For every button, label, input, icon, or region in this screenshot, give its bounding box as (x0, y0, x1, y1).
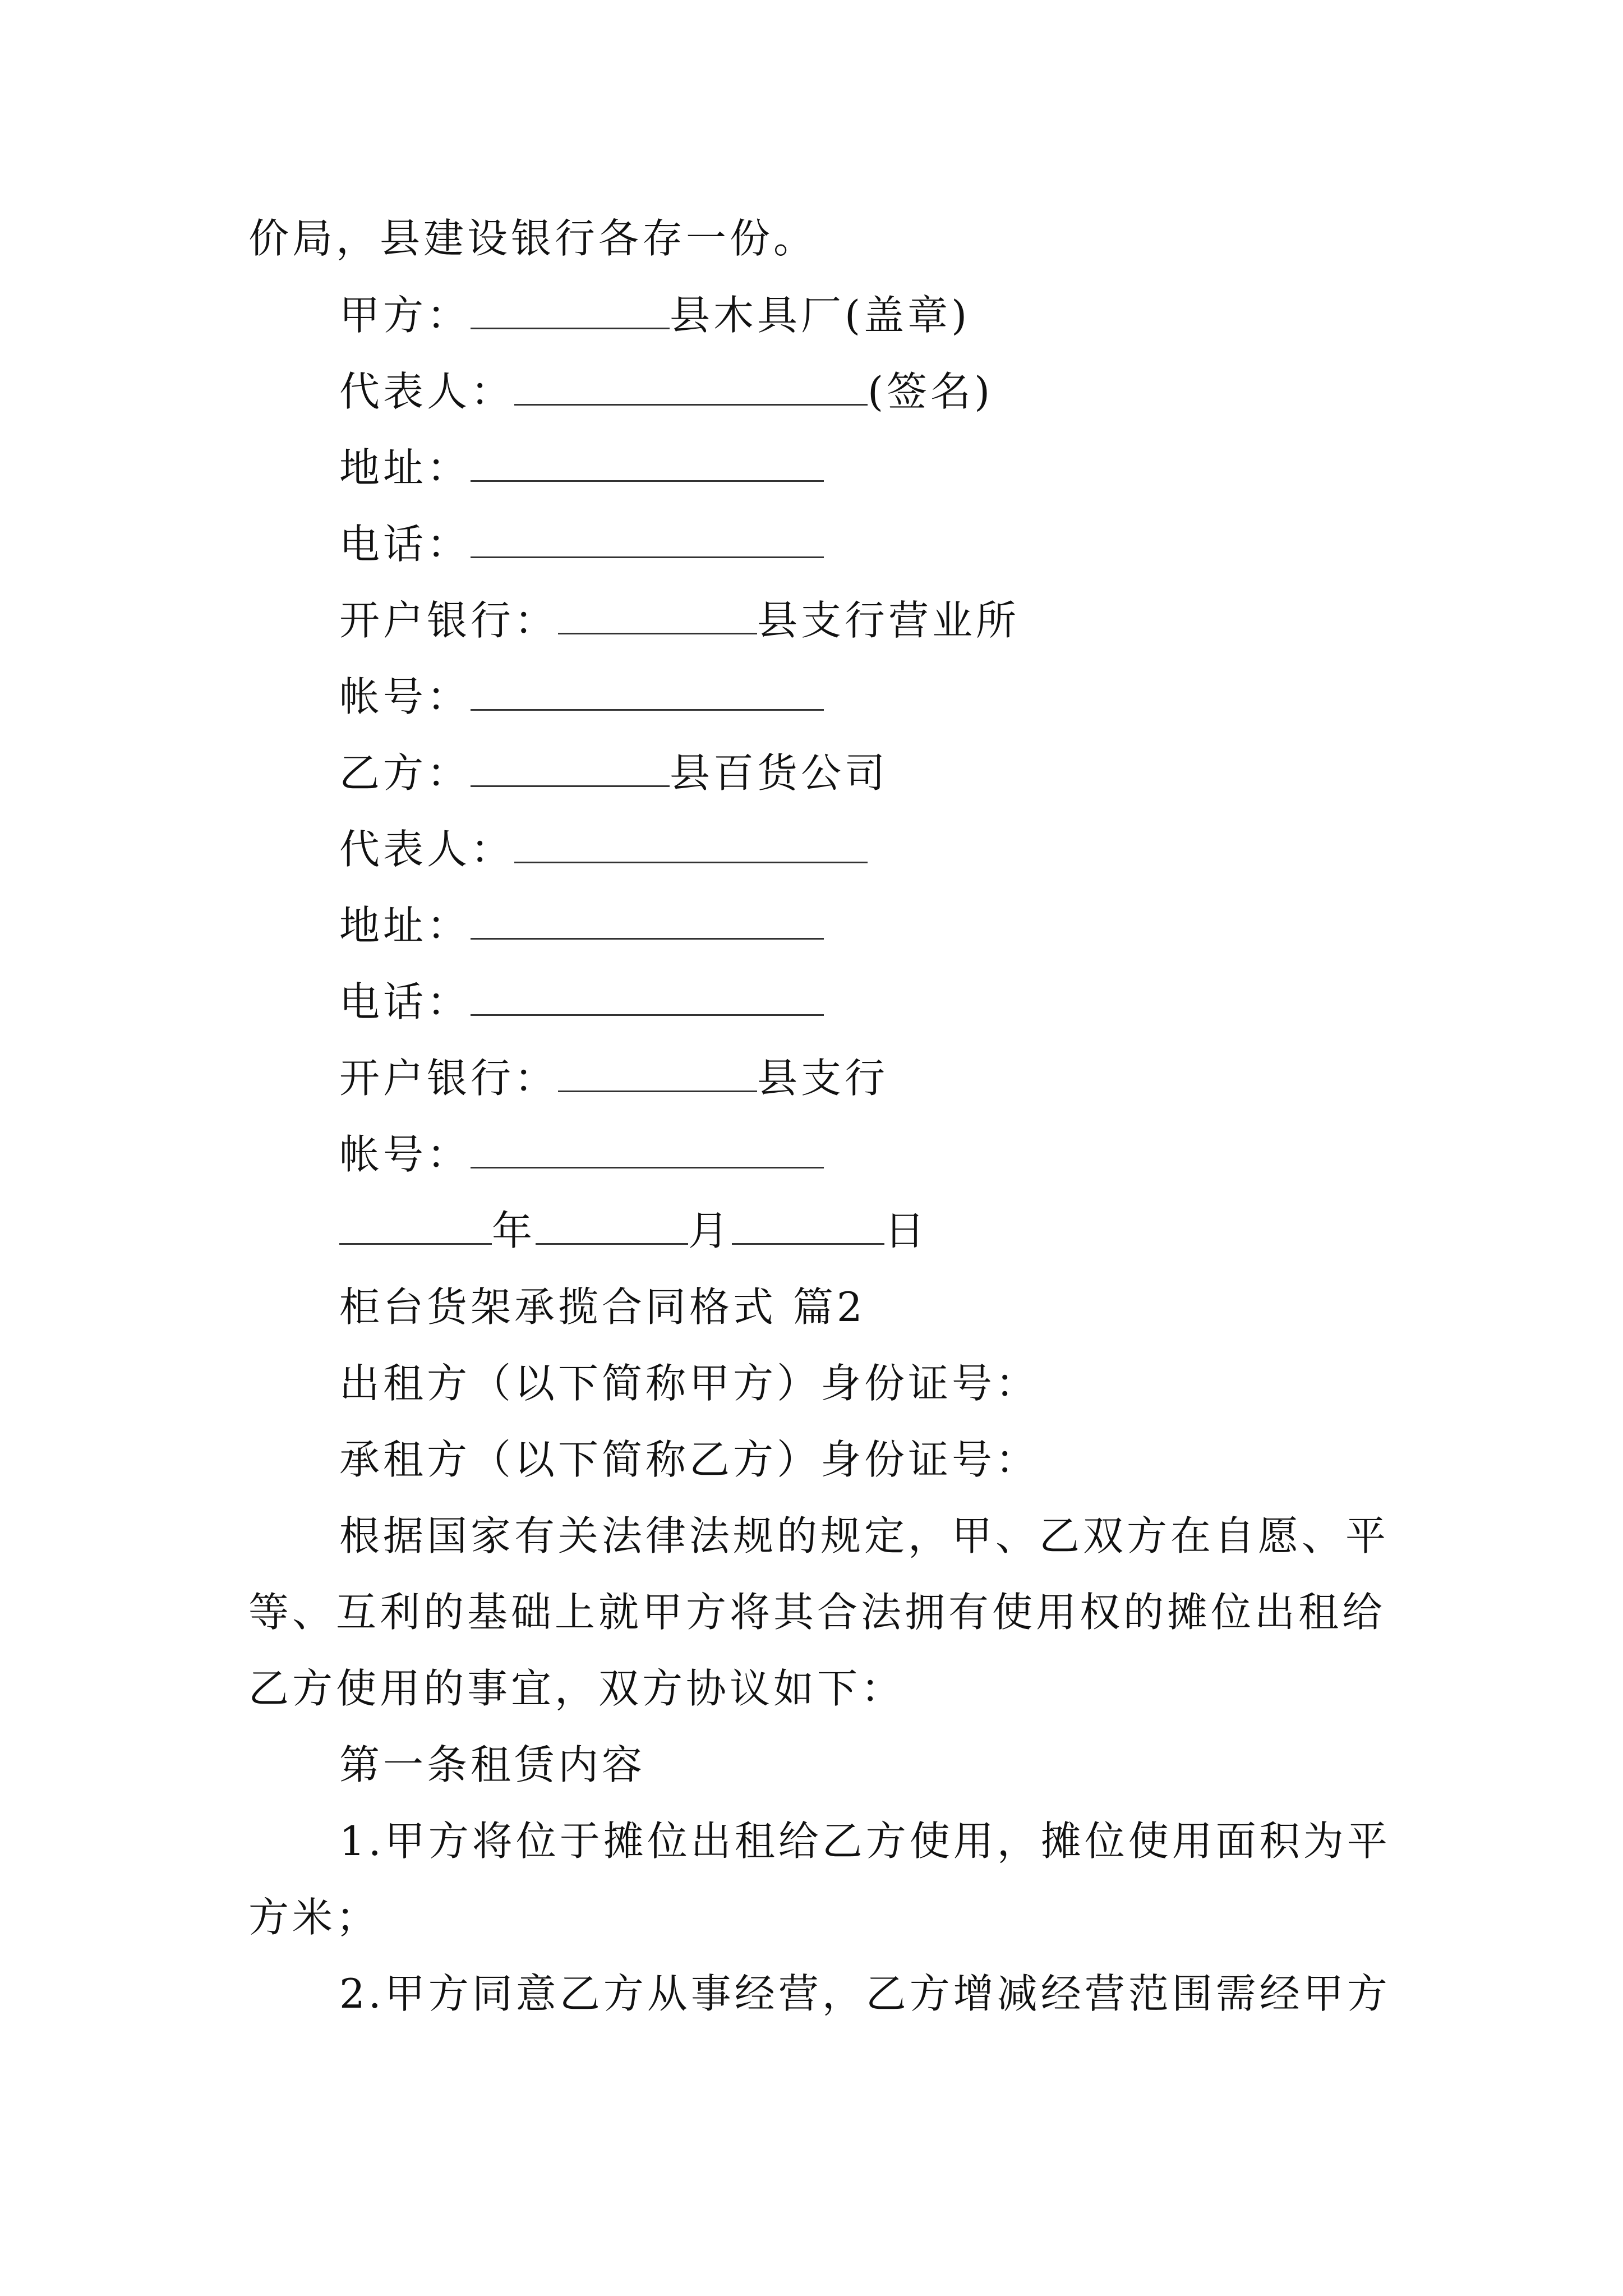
day-blank (732, 1206, 884, 1245)
party-b-line (339, 745, 888, 801)
date-line (339, 1203, 928, 1259)
party-b-account-line (339, 1126, 824, 1182)
party-a-phone-label: 电话： (339, 521, 471, 568)
party-b-phone-blank (471, 977, 824, 1016)
party-b-suffix: 县百货公司 (670, 749, 889, 797)
party-a-rep-blank (514, 367, 868, 406)
month-blank (536, 1206, 688, 1245)
party-a-line (339, 287, 970, 343)
party-a-address-line (339, 440, 824, 496)
party-b-bank-suffix: 县支行 (757, 1055, 889, 1102)
item-1-line-2: 方米； (248, 1894, 380, 1941)
intro-line-1: 根据国家有关法律法规的规定，甲、乙双方在自愿、平 (339, 1512, 1390, 1559)
party-a-account-blank (471, 672, 824, 711)
party-a-address-label: 地址： (339, 444, 471, 491)
party-a-rep-label: 代表人： (339, 368, 515, 415)
party-b-address-blank (471, 901, 824, 940)
party-a-label: 甲方： (339, 292, 471, 339)
section-title: 柜台货架承揽合同格式 篇2 (339, 1283, 866, 1331)
lessee-line: 承租方（以下简称乙方）身份证号： (339, 1436, 1040, 1483)
party-a-bank-line (339, 592, 1020, 648)
party-b-bank-label: 开户银行： (339, 1055, 559, 1102)
party-b-rep-label: 代表人： (339, 826, 515, 873)
party-a-phone-line (339, 516, 824, 572)
party-a-rep-suffix: (签名) (868, 368, 994, 415)
lessor-line: 出租方（以下简称甲方）身份证号： (339, 1360, 1040, 1407)
party-b-label: 乙方： (339, 749, 471, 797)
party-b-rep-blank (514, 825, 868, 863)
year-blank (339, 1206, 492, 1245)
party-a-suffix: 县木具厂(盖章) (670, 292, 971, 339)
party-a-bank-blank (558, 596, 757, 634)
party-b-account-blank (471, 1130, 824, 1168)
intro-line-3: 乙方使用的事宜，双方协议如下： (248, 1665, 905, 1712)
party-b-account-label: 帐号： (339, 1131, 471, 1178)
party-a-bank-suffix: 县支行营业所 (757, 597, 1020, 644)
party-a-account-label: 帐号： (339, 673, 471, 720)
party-a-bank-label: 开户银行： (339, 597, 559, 644)
party-a-rep-line (339, 364, 993, 420)
item-2-line-1: 2.甲方同意乙方从事经营，乙方增减经营范围需经甲方 (339, 1970, 1391, 2017)
party-b-phone-label: 电话： (339, 978, 471, 1025)
party-a-account-line (339, 669, 824, 725)
party-a-address-blank (471, 443, 824, 482)
party-b-phone-line (339, 974, 824, 1030)
carryover-line: 价局，县建设银行各存一份。 (248, 215, 818, 262)
article-1-title: 第一条租赁内容 (339, 1741, 646, 1788)
party-b-bank-blank (558, 1053, 757, 1092)
day-label: 日 (884, 1207, 929, 1254)
party-b-name-blank (471, 748, 670, 787)
party-a-name-blank (471, 291, 670, 329)
party-a-phone-blank (471, 519, 824, 558)
party-b-bank-line (339, 1050, 888, 1106)
party-b-address-line (339, 898, 824, 954)
party-b-address-label: 地址： (339, 902, 471, 949)
intro-line-2: 等、互利的基础上就甲方将其合法拥有使用权的摊位出租给 (248, 1589, 1386, 1636)
item-1-line-1: 1.甲方将位于摊位出租给乙方使用，摊位使用面积为平 (339, 1818, 1391, 1865)
party-b-rep-line (339, 821, 868, 877)
month-label: 月 (688, 1207, 732, 1254)
year-label: 年 (492, 1207, 536, 1254)
